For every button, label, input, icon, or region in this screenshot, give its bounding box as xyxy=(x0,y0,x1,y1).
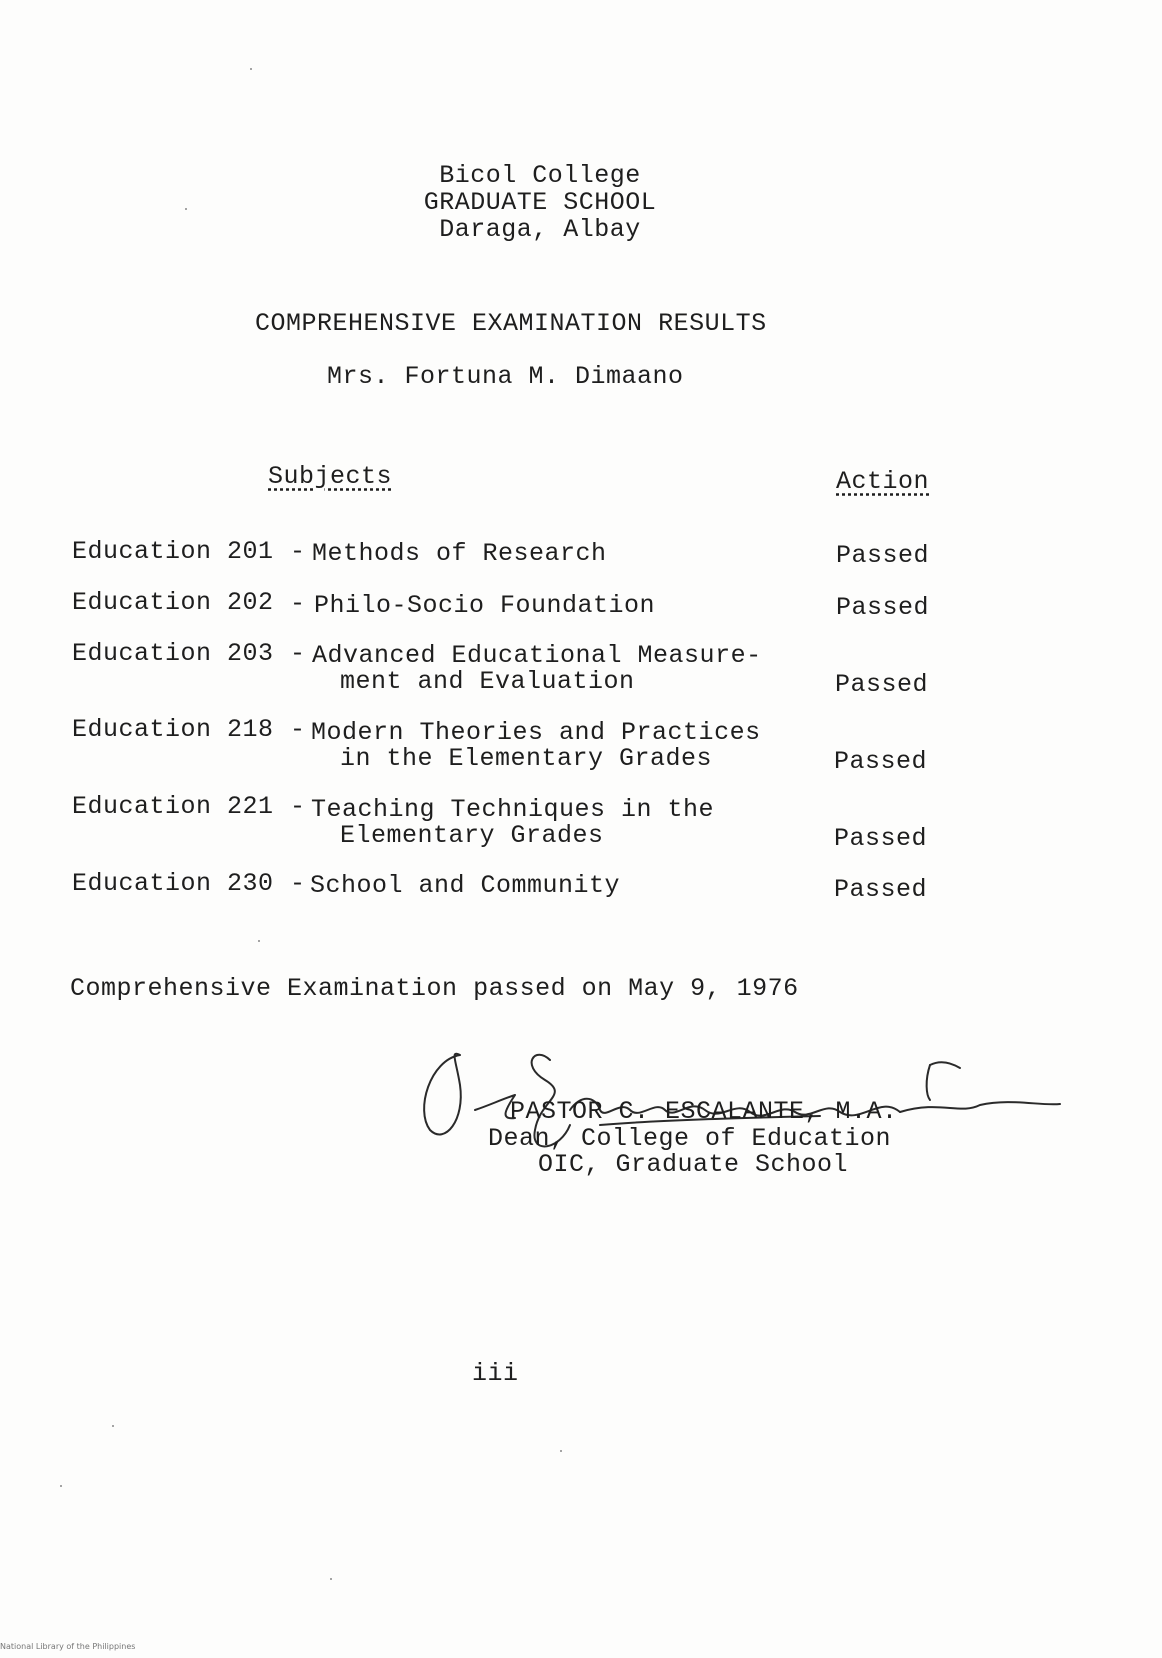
scan-footer: National Library of the Philippines xyxy=(0,1642,136,1651)
subject-code: Education 203 xyxy=(72,639,274,668)
signatory-position-oic: OIC, Graduate School xyxy=(538,1150,849,1179)
row-dash: - xyxy=(290,537,306,566)
subject-title: Advanced Educational Measure- xyxy=(312,641,762,670)
subject-code: Education 218 xyxy=(72,715,274,744)
examination-statement: Comprehensive Examination passed on May 9, 1976 xyxy=(70,974,799,1003)
letterhead xyxy=(380,162,700,243)
subject-action: Passed xyxy=(834,824,928,853)
school-location: Daraga, Albay xyxy=(439,215,641,244)
student-name: Mrs. Fortuna M. Dimaano xyxy=(327,362,684,391)
subject-title: School and Community xyxy=(310,871,621,900)
signatory-name: PASTOR C. ESCALANTE, M.A. xyxy=(510,1097,898,1126)
subject-action: Passed xyxy=(836,593,930,622)
subject-title-continued: ment and Evaluation xyxy=(340,667,635,696)
row-dash: - xyxy=(290,639,306,668)
signatory-position-dean: Dean, College of Education xyxy=(488,1124,892,1153)
subject-code: Education 202 xyxy=(72,588,274,617)
subject-title: Methods of Research xyxy=(312,539,607,568)
page-number: iii xyxy=(472,1359,519,1388)
scan-speck xyxy=(60,1485,62,1487)
scan-speck xyxy=(250,68,252,70)
scan-speck xyxy=(112,1425,114,1427)
subject-title: Teaching Techniques in the xyxy=(311,795,715,824)
institution-name: Bicol College xyxy=(439,161,641,190)
row-dash: - xyxy=(290,715,306,744)
subject-code: Education 221 xyxy=(72,792,274,821)
subjects-header: Subjects xyxy=(268,462,393,491)
subject-action: Passed xyxy=(834,875,928,904)
document-title: COMPREHENSIVE EXAMINATION RESULTS xyxy=(255,309,767,338)
scan-speck xyxy=(185,208,187,210)
scan-speck xyxy=(330,1578,332,1580)
subject-title: Philo-Socio Foundation xyxy=(314,591,656,620)
subject-code: Education 201 xyxy=(72,537,274,566)
school-name: GRADUATE SCHOOL xyxy=(423,188,657,217)
scan-speck xyxy=(560,1450,562,1452)
subject-title-continued: Elementary Grades xyxy=(340,821,604,850)
subject-title-continued: in the Elementary Grades xyxy=(340,744,713,773)
subject-action: Passed xyxy=(835,670,929,699)
subject-action: Passed xyxy=(836,541,930,570)
subject-title: Modern Theories and Practices xyxy=(311,718,761,747)
subject-code: Education 230 xyxy=(72,869,274,898)
subject-action: Passed xyxy=(834,747,928,776)
action-header: Action xyxy=(836,467,930,496)
scan-speck xyxy=(258,940,260,942)
row-dash: - xyxy=(290,792,306,821)
row-dash: - xyxy=(290,869,306,898)
row-dash: - xyxy=(290,589,306,618)
